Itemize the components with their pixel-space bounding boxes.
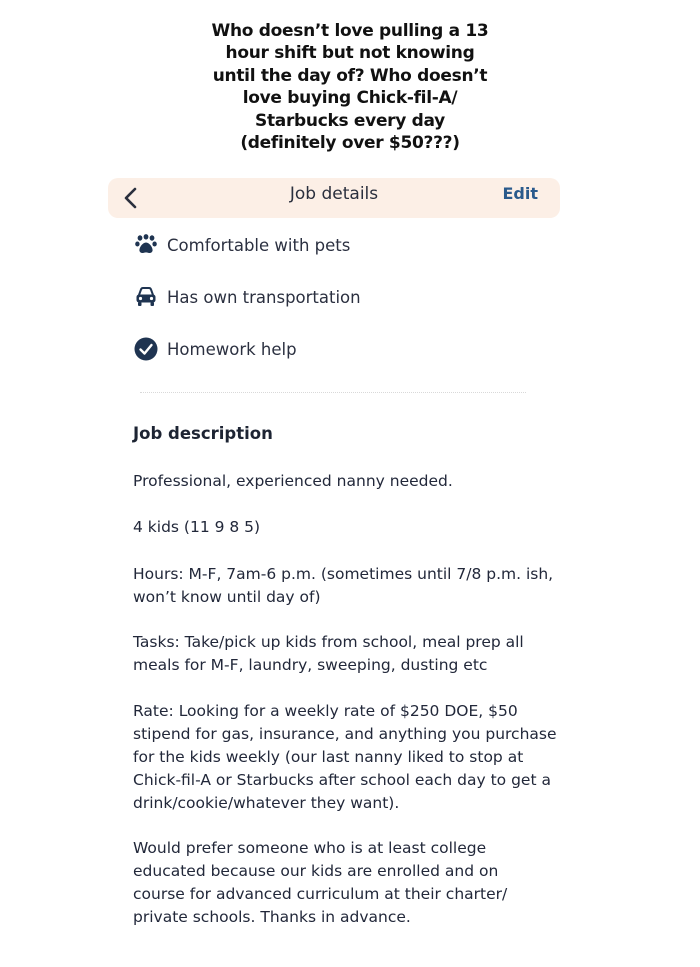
attribute-item-transportation — [133, 284, 361, 310]
description-line: private schools. Thanks in advance. — [133, 908, 411, 926]
car-icon — [133, 284, 159, 310]
description-line: stipend for gas, insurance, and anything you purchase — [133, 725, 557, 743]
description-line: Rate: Looking for a weekly rate of $250 DOE, $50 — [133, 702, 518, 720]
edit-button[interactable]: Edit — [502, 184, 538, 203]
description-line: drink/cookie/whatever they want). — [133, 794, 400, 812]
description-line: Hours: M-F, 7am-6 p.m. (sometimes until 7/8 p.m. ish, — [133, 565, 554, 583]
caption-line: Starbucks every day — [255, 110, 445, 131]
description-line: Tasks: Take/pick up kids from school, meal prep all — [133, 633, 524, 651]
caption-line: (definitely over $50???) — [240, 133, 460, 154]
description-line: course for advanced curriculum at their charter/ — [133, 885, 508, 903]
caption-text — [150, 20, 550, 154]
description-line: educated because our kids are enrolled and on — [133, 862, 499, 880]
description-line: 4 kids (11 9 8 5) — [133, 518, 261, 536]
attribute-label: Has own transportation — [167, 287, 361, 307]
description-line: Chick-fil-A or Starbucks after school each day to get a — [133, 771, 551, 789]
description-paragraph — [133, 516, 563, 539]
description-paragraph — [133, 470, 563, 493]
paw-icon — [133, 232, 159, 258]
description-paragraph — [133, 563, 563, 609]
header-bar — [108, 178, 560, 218]
description-line: Professional, experienced nanny needed. — [133, 472, 453, 490]
description-line: won’t know until day of) — [133, 588, 321, 606]
attribute-item-homework — [133, 336, 297, 362]
attribute-label: Homework help — [167, 339, 297, 359]
page-title: Job details — [289, 184, 379, 204]
description-line: meals for M-F, laundry, sweeping, dusting etc — [133, 656, 488, 674]
caption-line: hour shift but not knowing — [225, 43, 475, 64]
description-paragraph — [133, 700, 563, 815]
description-paragraph — [133, 631, 563, 677]
caption-line: until the day of? Who doesn’t — [212, 65, 488, 86]
description-paragraph — [133, 837, 563, 929]
description-line: for the kids weekly (our last nanny liked to stop at — [133, 748, 524, 766]
caption-line: love buying Chick-fil-A/ — [242, 88, 458, 109]
description-line: Would prefer someone who is at least college — [133, 839, 487, 857]
caption-line: Who doesn’t love pulling a 13 — [211, 21, 489, 41]
checkmark-circle-icon — [133, 336, 159, 362]
attribute-item-pets — [133, 232, 350, 258]
section-divider — [140, 392, 526, 393]
attribute-label: Comfortable with pets — [167, 235, 351, 255]
job-description-heading: Job description — [133, 424, 273, 443]
